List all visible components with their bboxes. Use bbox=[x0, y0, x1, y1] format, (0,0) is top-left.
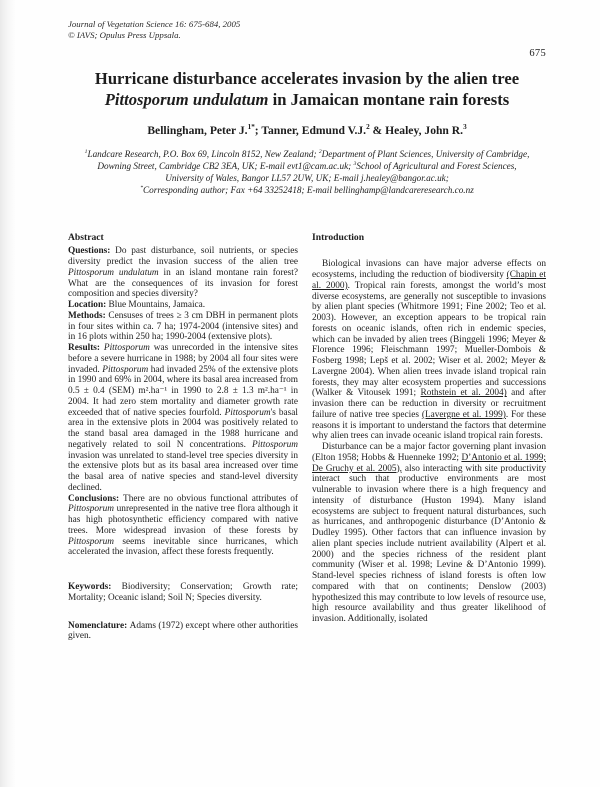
affiliation-line-1 bbox=[68, 149, 546, 161]
text-run: 1* bbox=[247, 123, 255, 132]
text-run: Pittosporum bbox=[68, 504, 114, 515]
text-run: Pittosporum bbox=[102, 364, 149, 375]
citation-link[interactable]: D’Antonio et al. 1999; De Gruchy et al. 2005), bbox=[312, 452, 546, 474]
text-run: . For these reasons it is important to understand the factors that determine why alien trees can invade oceanic island tropical rain forests. bbox=[312, 409, 546, 442]
text-run: Corresponding author; Fax +64 33252418; E-mail bellinghamp@landcareresearch.co.nz bbox=[143, 184, 474, 195]
text-run: Pittosporum bbox=[224, 407, 271, 418]
paper-title bbox=[68, 68, 546, 110]
text-run: Landcare Research, P.O. Box 69, Lincoln 8152, New Zealand; bbox=[87, 149, 319, 160]
text-run: was unrecorded in the intensive sites before a severe hurricane in 1988; by 2004 all four sites were invaded. bbox=[68, 343, 298, 375]
title-line-2 bbox=[68, 89, 546, 110]
nomenclature-line bbox=[68, 621, 298, 643]
citation-link[interactable]: (Chapin et al. 2000) bbox=[312, 270, 546, 291]
text-run: Biodiversity; Conservation; Growth rate; Mortality; Oceanic island; Soil N; Species diversity. bbox=[68, 582, 298, 603]
affiliation-line-2 bbox=[68, 161, 546, 173]
page-number: 675 bbox=[529, 48, 546, 60]
text-run: invasion was unrelated to stand-level tree species diversity in the extensive plots but as its basal area increased over time the basal area of native species and stand-level diversity declined. bbox=[68, 450, 298, 493]
text-run: ; Tanner, Edmund V.J. bbox=[254, 124, 367, 138]
citation-link[interactable]: (Lavergne et al. 1999) bbox=[421, 409, 506, 420]
text-run: Pittosporum bbox=[68, 536, 114, 547]
abstract-questions bbox=[68, 246, 298, 300]
text-run: 2 bbox=[318, 149, 322, 156]
text-run: . Tropical rain forests, amongst the world’s most diverse ecosystems, are generally not susceptible to invasions by alien plant species (Whitmore 1991; Fine 2002; Teo et al. 2003). However, an exception appears to be tropical rain forests on oceanic islands, often rich in endemic species, which can be invaded by alien trees (Binggeli 1996; Meyer & Florence 1996; Fleischmann 1997; Mueller-Dombois & Fosberg 1998; Lepš et al. 2002; Wiser et al. 2002; Meyer & Lavergne 2004). When alien trees invade island tropical rain forests, they may alter ecosystem properties and successions (Walker & Vitousek 1991; bbox=[312, 280, 546, 399]
text-run: had invaded 25% of the extensive plots in 1990 and 69% in 2004, where its basal area increased from 0.5 ± 0.4 (SEM) m².ha⁻¹ in 1990 to 2.8 ± 1.3 m².ha⁻¹ in 2004. It had zero stem mortality and diameter growth rate exceeded that of native species fourfold. bbox=[68, 364, 298, 418]
text-run: 1 bbox=[84, 149, 88, 156]
text-run: Censuses of trees ≥ 3 cm DBH in permanent plots in four sites within ca. 7 ha; 1974-2004 (intensive sites) and in 16 plots within 250 ha; 1990-2004 (extensive plots). bbox=[68, 310, 298, 343]
abstract-methods bbox=[68, 311, 298, 343]
abstract-location bbox=[68, 300, 298, 311]
text-run: in an island montane rain forest? What are the consequences of its invasion for forest composition and species diversity? bbox=[68, 267, 298, 300]
affiliation-line-4 bbox=[68, 185, 546, 197]
text-run: Pittosporum bbox=[103, 343, 150, 354]
text-run: 's basal area in the extensive plots in 2004 was positively related to the stand basal area damaged in the 1988 hurricane and negatively related to soil N concentrations. bbox=[68, 407, 298, 450]
text-run: Nomenclature: bbox=[68, 620, 130, 631]
intro-paragraph-2 bbox=[312, 442, 546, 625]
text-run: and after invasion there can be reduction in diversity or recruitment failure of native tree species bbox=[312, 388, 546, 420]
text-run: Department of Plant Sciences, University of Cambridge, bbox=[321, 149, 530, 160]
journal-masthead bbox=[68, 0, 546, 40]
text-run: 3 bbox=[353, 160, 357, 167]
text-run: Questions: bbox=[68, 246, 116, 257]
text-run: Results: bbox=[68, 343, 104, 354]
citation-link[interactable]: Rothstein et al. 2004) bbox=[420, 388, 507, 399]
introduction-column bbox=[312, 232, 546, 642]
two-column-body bbox=[68, 232, 546, 642]
affiliations-block bbox=[68, 149, 546, 196]
abstract-conclusions bbox=[68, 494, 298, 559]
affiliation-line-3 bbox=[68, 173, 546, 185]
text-run: School of Agricultural and Forest Sciences, bbox=[356, 160, 517, 171]
text-run: 2 bbox=[366, 123, 370, 132]
text-run: * bbox=[140, 184, 144, 191]
abstract-results bbox=[68, 343, 298, 494]
text-run: Pittosporum undulatum bbox=[104, 90, 269, 110]
abstract-heading: Abstract bbox=[68, 232, 104, 244]
intro-paragraph-1 bbox=[312, 259, 546, 442]
text-run: University of Wales, Bangor LL57 2UW, UK; E-mail j.healey@bangor.ac.uk; bbox=[165, 172, 449, 183]
text-run: 3 bbox=[463, 123, 467, 132]
title-line-1: Hurricane disturbance accelerates invasion by the alien tree bbox=[94, 69, 520, 89]
journal-citation-line: Journal of Vegetation Science 16: 675-684, 2005 bbox=[68, 19, 241, 29]
text-run: Methods: bbox=[68, 310, 109, 321]
text-run: Bellingham, Peter J. bbox=[147, 124, 248, 138]
text-run: Biological invasions can have major adverse effects on ecosystems, including the reduction of biodiversity bbox=[312, 259, 546, 281]
text-run: Pittosporum bbox=[252, 439, 298, 450]
text-run: Blue Mountains, Jamaica. bbox=[108, 300, 206, 311]
keywords-line bbox=[68, 582, 298, 604]
text-run: in Jamaican montane rain forests bbox=[268, 90, 510, 110]
text-run: There are no obvious functional attributes of bbox=[123, 493, 298, 504]
text-run: Pittosporum undulatum bbox=[68, 267, 159, 278]
text-run: Downing Street, Cambridge CB2 3EA, UK; E-mail evt1@cam.ac.uk; bbox=[97, 160, 354, 171]
authors-line bbox=[68, 124, 546, 138]
text-run: Do past disturbance, soil nutrients, or species diversity predict the invasion success of the alien tree bbox=[68, 246, 298, 268]
text-run: Disturbance can be a major factor governing plant invasion (Elton 1958; Hobbs & Huenneke 1992; bbox=[312, 442, 546, 463]
text-run: Location: bbox=[68, 300, 109, 311]
abstract-column bbox=[68, 232, 298, 642]
text-run: Adams (1972) except where other authorities given. bbox=[68, 620, 298, 642]
introduction-heading: Introduction bbox=[312, 232, 365, 244]
text-run: Keywords: bbox=[68, 582, 122, 593]
text-run: seems inevitable since hurricanes, which accelerated the invasion, affect these forests frequently. bbox=[68, 536, 298, 558]
text-run: also interacting with site productivity interact such that productive environments are most vulnerable to invasion where there is a high frequency and intensity of disturbance (Huston 1994). Many island ecosystems are subject to frequent natural disturbances, such as hurricanes, and anthropogenic disturbance (D’Antonio & Dudley 1995). Other factors that can influence invasion by alien plant species include nutrient availability (Alpert et al. 2000) and the species richness of the resident plant community (Wiser et al. 1998; Levine & D’Antonio 1999). Stand-level species richness of island forests is often low compared with that on continents; Denslow (2003) hypothesized this may contribute to low levels of resource use, high resource availability and thus greater likelihood of invasion. Additionally, isolated bbox=[312, 463, 547, 625]
text-run: Conclusions: bbox=[68, 493, 124, 504]
text-run: & Healey, John R. bbox=[369, 124, 464, 138]
copyright-line: © IAVS; Opulus Press Uppsala. bbox=[68, 29, 181, 40]
text-run: unrepresented in the native tree flora although it has high photosynthetic efficiency compared with native trees. More widespread invasion of these forests by bbox=[68, 504, 298, 536]
